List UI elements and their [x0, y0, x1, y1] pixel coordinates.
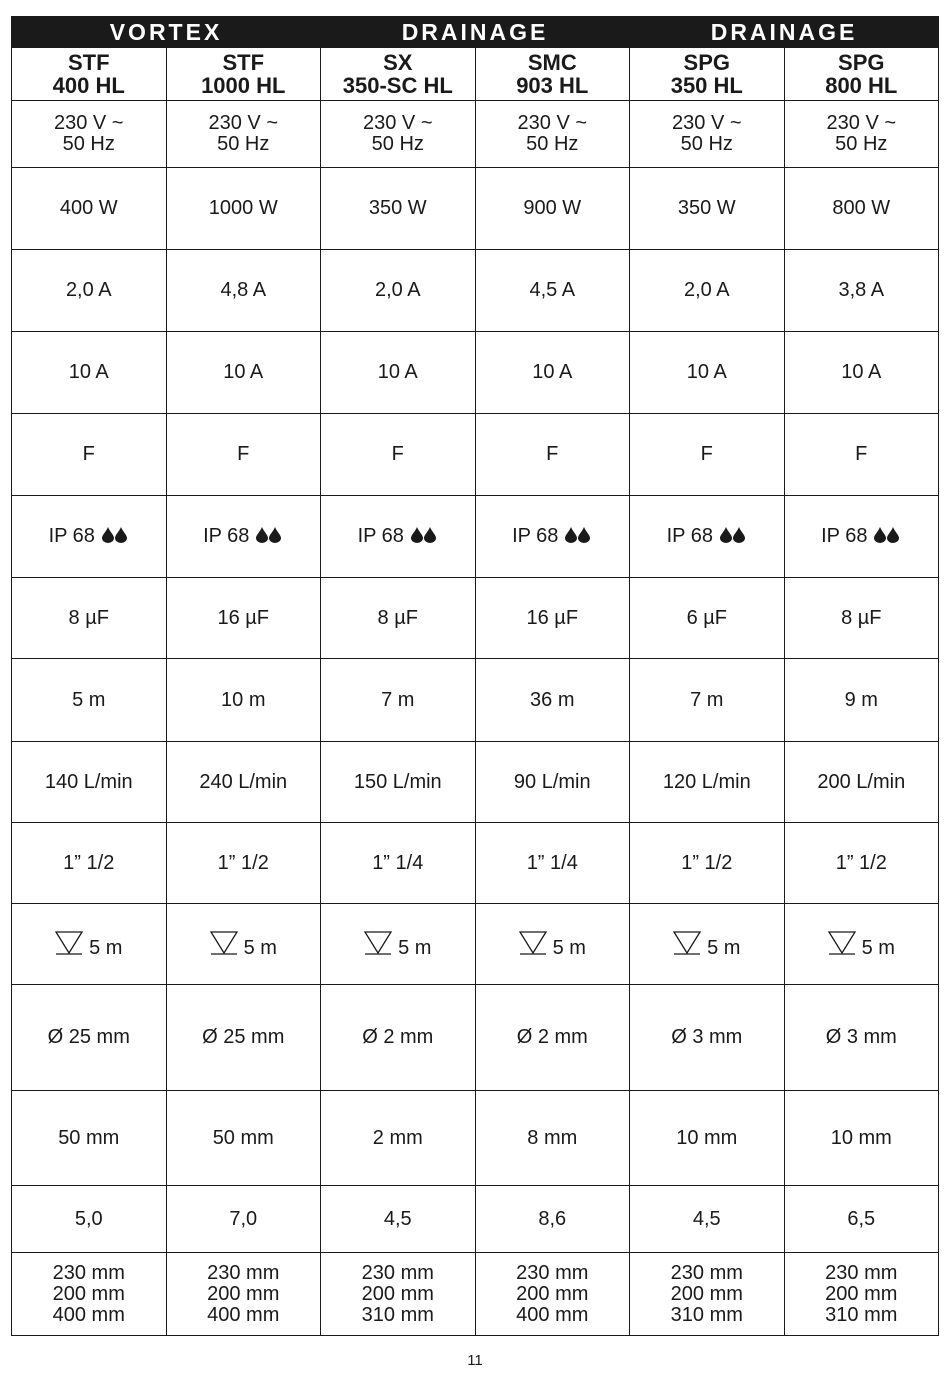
spec-value: 5,0 — [74, 1207, 103, 1230]
water-drops-icon — [873, 526, 901, 543]
spec-value: 230 V ~ — [363, 112, 433, 134]
spec-cell — [475, 101, 630, 168]
spec-cell — [321, 414, 476, 496]
model-name: SPG 800 HL — [784, 48, 939, 101]
spec-cell — [630, 496, 785, 578]
water-drops-icon — [719, 526, 747, 543]
spec-value: 350 W — [368, 197, 427, 219]
spec-value: 1” 1/2 — [681, 851, 733, 874]
spec-value: 5 m — [552, 936, 586, 959]
spec-value: 50 Hz — [371, 133, 424, 155]
spec-cell — [12, 1186, 167, 1253]
spec-cell — [166, 659, 321, 742]
spec-cell — [166, 496, 321, 578]
spec-cell — [12, 1253, 167, 1336]
spec-value: 50 mm — [212, 1126, 274, 1149]
spec-value: 8,6 — [538, 1207, 567, 1230]
spec-value: 230 mm — [516, 1261, 589, 1284]
spec-cell — [12, 823, 167, 904]
spec-cell — [475, 1253, 630, 1336]
spec-value: Ø 25 mm — [47, 1026, 130, 1048]
spec-value: 8 µF — [68, 606, 109, 629]
spec-cell — [784, 659, 939, 742]
spec-cell — [475, 659, 630, 742]
spec-value: 1” 1/4 — [372, 851, 424, 874]
spec-cell — [12, 742, 167, 823]
spec-cell — [321, 1186, 476, 1253]
spec-value: F — [237, 443, 250, 465]
spec-value: Ø 25 mm — [202, 1026, 285, 1048]
spec-value: IP 68 — [203, 525, 250, 547]
spec-cell — [321, 168, 476, 250]
spec-row — [12, 904, 939, 985]
spec-value: 90 L/min — [513, 770, 591, 793]
spec-cell — [321, 1253, 476, 1336]
spec-cell — [630, 1091, 785, 1186]
spec-row — [12, 101, 939, 168]
spec-row — [12, 578, 939, 659]
spec-value: 310 mm — [825, 1303, 898, 1326]
group-header-drainage: DRAINAGE — [321, 17, 630, 48]
spec-cell — [321, 496, 476, 578]
spec-value: 230 mm — [825, 1261, 898, 1284]
spec-cell — [784, 332, 939, 414]
spec-cell — [475, 496, 630, 578]
spec-value: 5 m — [861, 936, 895, 959]
spec-value: 200 mm — [825, 1282, 898, 1305]
spec-cell — [12, 904, 167, 985]
spec-value: 50 Hz — [217, 133, 270, 155]
spec-cell — [475, 578, 630, 659]
spec-cell — [784, 1091, 939, 1186]
spec-value: 4,5 A — [529, 279, 576, 301]
spec-cell — [630, 414, 785, 496]
spec-value: 200 mm — [670, 1282, 743, 1305]
spec-value: 200 L/min — [817, 770, 906, 793]
spec-value: 9 m — [844, 688, 878, 711]
spec-cell — [166, 578, 321, 659]
max-depth-triangle-icon — [828, 930, 856, 956]
spec-value: 10 mm — [676, 1126, 738, 1149]
spec-value: 230 V ~ — [208, 112, 279, 134]
spec-cell — [630, 332, 785, 414]
spec-value: 4,8 A — [220, 279, 267, 301]
spec-cell — [166, 1091, 321, 1186]
spec-cell — [630, 168, 785, 250]
spec-cell — [12, 250, 167, 332]
spec-cell — [475, 250, 630, 332]
model-name: SMC 903 HL — [475, 48, 630, 101]
water-drops-icon — [410, 526, 438, 543]
spec-cell — [630, 1253, 785, 1336]
group-header-drainage: DRAINAGE — [630, 17, 939, 48]
spec-value: 50 mm — [58, 1126, 120, 1149]
pump-specs-table — [11, 16, 939, 1336]
spec-value: 5 m — [72, 688, 106, 711]
spec-value: IP 68 — [357, 525, 404, 547]
spec-value: 8 mm — [527, 1126, 578, 1149]
spec-cell — [12, 985, 167, 1091]
spec-row — [12, 168, 939, 250]
spec-value: 230 mm — [361, 1261, 434, 1284]
spec-value: 900 W — [523, 197, 582, 219]
spec-row — [12, 1253, 939, 1336]
spec-value: 5 m — [707, 936, 741, 959]
group-header-row — [12, 17, 939, 48]
spec-value: Ø 2 mm — [516, 1026, 588, 1048]
spec-value: IP 68 — [512, 525, 559, 547]
spec-value: 200 mm — [207, 1282, 280, 1305]
spec-row — [12, 414, 939, 496]
spec-value: Ø 3 mm — [671, 1026, 743, 1048]
spec-cell — [166, 250, 321, 332]
spec-value: 5 m — [89, 936, 123, 959]
spec-value: 1” 1/4 — [526, 851, 578, 874]
spec-cell — [12, 496, 167, 578]
spec-cell — [475, 1091, 630, 1186]
spec-cell — [12, 1091, 167, 1186]
spec-row — [12, 985, 939, 1091]
spec-cell — [784, 168, 939, 250]
spec-cell — [475, 168, 630, 250]
spec-value: 36 m — [530, 688, 575, 711]
spec-value: 4,5 — [383, 1207, 412, 1230]
spec-value: Ø 2 mm — [362, 1026, 434, 1048]
spec-cell — [166, 1253, 321, 1336]
spec-cell — [166, 332, 321, 414]
spec-value: 200 mm — [516, 1282, 589, 1305]
spec-value: 1” 1/2 — [835, 851, 887, 874]
spec-value: 8 µF — [377, 606, 418, 629]
model-header-row — [12, 48, 939, 101]
spec-cell — [630, 250, 785, 332]
spec-cell — [630, 101, 785, 168]
spec-value: 120 L/min — [662, 770, 751, 793]
spec-value: 50 Hz — [680, 133, 733, 155]
spec-value: 3,8 A — [838, 279, 885, 301]
spec-cell — [630, 659, 785, 742]
spec-rows — [12, 101, 939, 1336]
max-depth-triangle-icon — [55, 930, 83, 956]
spec-value: 10 A — [532, 361, 573, 383]
spec-value: 150 L/min — [353, 770, 442, 793]
spec-value: F — [546, 443, 559, 465]
spec-value: 16 µF — [217, 606, 270, 629]
spec-value: 400 mm — [207, 1303, 280, 1326]
spec-cell — [166, 742, 321, 823]
spec-value: 2,0 A — [65, 279, 112, 301]
spec-value: 230 mm — [670, 1261, 743, 1284]
spec-value: 200 mm — [361, 1282, 434, 1305]
spec-value: 140 L/min — [44, 770, 133, 793]
spec-value: F — [700, 443, 713, 465]
spec-row — [12, 332, 939, 414]
spec-value: 5 m — [398, 936, 432, 959]
spec-value: 1” 1/2 — [217, 851, 269, 874]
spec-value: 230 V ~ — [826, 112, 897, 134]
spec-value: 400 W — [59, 197, 118, 219]
spec-value: 310 mm — [670, 1303, 743, 1326]
spec-cell — [784, 1186, 939, 1253]
spec-value: 2,0 A — [683, 279, 730, 301]
spec-value: 10 A — [841, 361, 882, 383]
spec-value: 10 m — [221, 688, 266, 711]
spec-cell — [321, 1091, 476, 1186]
spec-cell — [630, 823, 785, 904]
spec-row — [12, 1186, 939, 1253]
spec-cell — [321, 250, 476, 332]
spec-cell — [12, 659, 167, 742]
spec-cell — [784, 101, 939, 168]
model-name: STF 400 HL — [12, 48, 167, 101]
model-name: SX 350-SC HL — [321, 48, 476, 101]
spec-cell — [321, 332, 476, 414]
spec-value: 230 mm — [207, 1261, 280, 1284]
spec-value: 5 m — [243, 936, 277, 959]
spec-cell — [475, 742, 630, 823]
spec-value: F — [82, 443, 95, 465]
spec-cell — [630, 1186, 785, 1253]
spec-cell — [630, 578, 785, 659]
spec-cell — [12, 101, 167, 168]
spec-cell — [321, 659, 476, 742]
spec-value: IP 68 — [821, 525, 868, 547]
spec-value: 240 L/min — [199, 770, 288, 793]
spec-cell — [784, 414, 939, 496]
spec-value: 10 A — [223, 361, 264, 383]
spec-value: 7,0 — [229, 1207, 258, 1230]
spec-cell — [321, 101, 476, 168]
spec-value: 230 mm — [52, 1261, 125, 1284]
spec-cell — [475, 414, 630, 496]
spec-cell — [12, 578, 167, 659]
spec-value: Ø 3 mm — [825, 1026, 897, 1048]
spec-cell — [475, 332, 630, 414]
spec-value: IP 68 — [666, 525, 713, 547]
spec-cell — [475, 823, 630, 904]
spec-value: 230 V ~ — [672, 112, 742, 134]
spec-cell — [321, 823, 476, 904]
water-drops-icon — [564, 526, 592, 543]
max-depth-triangle-icon — [519, 930, 547, 956]
spec-value: 400 mm — [516, 1303, 589, 1326]
spec-row — [12, 742, 939, 823]
spec-cell — [784, 823, 939, 904]
spec-value: 400 mm — [52, 1303, 125, 1326]
spec-value: 16 µF — [526, 606, 579, 629]
spec-value: 50 Hz — [835, 133, 888, 155]
spec-value: 10 mm — [830, 1126, 892, 1149]
spec-cell — [630, 985, 785, 1091]
spec-value: IP 68 — [48, 525, 95, 547]
page-number: 11 — [467, 1352, 483, 1369]
spec-cell — [166, 985, 321, 1091]
spec-cell — [630, 904, 785, 985]
spec-cell — [12, 332, 167, 414]
spec-cell — [784, 985, 939, 1091]
spec-value: 10 A — [377, 361, 418, 383]
max-depth-triangle-icon — [673, 930, 701, 956]
spec-cell — [321, 904, 476, 985]
spec-value: 10 A — [686, 361, 727, 383]
spec-value: 350 W — [677, 197, 736, 219]
spec-value: 4,5 — [692, 1207, 721, 1230]
spec-row — [12, 496, 939, 578]
spec-value: 50 Hz — [62, 133, 115, 155]
spec-value: 50 Hz — [526, 133, 579, 155]
spec-value: F — [855, 443, 868, 465]
spec-cell — [321, 578, 476, 659]
spec-value: 1000 W — [208, 197, 278, 219]
spec-value: 7 m — [381, 688, 415, 711]
spec-value: 1” 1/2 — [63, 851, 115, 874]
spec-cell — [475, 1186, 630, 1253]
spec-value: 800 W — [832, 197, 891, 219]
spec-value: 6 µF — [686, 606, 727, 629]
spec-cell — [166, 904, 321, 985]
spec-value: 2 mm — [372, 1126, 423, 1149]
spec-cell — [784, 742, 939, 823]
spec-row — [12, 823, 939, 904]
max-depth-triangle-icon — [210, 930, 238, 956]
spec-cell — [784, 1253, 939, 1336]
group-header-vortex: VORTEX — [12, 17, 321, 48]
spec-cell — [475, 904, 630, 985]
spec-cell — [784, 496, 939, 578]
max-depth-triangle-icon — [364, 930, 392, 956]
spec-cell — [475, 985, 630, 1091]
spec-cell — [784, 904, 939, 985]
spec-cell — [321, 742, 476, 823]
spec-cell — [12, 168, 167, 250]
water-drops-icon — [101, 526, 129, 543]
spec-row — [12, 659, 939, 742]
model-name: SPG 350 HL — [630, 48, 785, 101]
spec-value: 230 V ~ — [53, 112, 124, 134]
spec-cell — [166, 414, 321, 496]
spec-value: 6,5 — [847, 1207, 876, 1230]
spec-value: 8 µF — [841, 606, 882, 629]
spec-value: 200 mm — [52, 1282, 125, 1305]
spec-cell — [12, 414, 167, 496]
spec-value: 2,0 A — [374, 279, 421, 301]
spec-cell — [166, 101, 321, 168]
spec-cell — [630, 742, 785, 823]
spec-value: 310 mm — [361, 1303, 434, 1326]
spec-cell — [784, 578, 939, 659]
spec-cell — [166, 823, 321, 904]
spec-value: 230 V ~ — [517, 112, 588, 134]
spec-value: 7 m — [690, 688, 724, 711]
spec-row — [12, 1091, 939, 1186]
spec-value: 10 A — [68, 361, 109, 383]
spec-row — [12, 250, 939, 332]
spec-value: F — [391, 443, 404, 465]
spec-cell — [784, 250, 939, 332]
model-name: STF 1000 HL — [166, 48, 321, 101]
water-drops-icon — [255, 526, 283, 543]
spec-cell — [166, 1186, 321, 1253]
spec-cell — [321, 985, 476, 1091]
spec-cell — [166, 168, 321, 250]
